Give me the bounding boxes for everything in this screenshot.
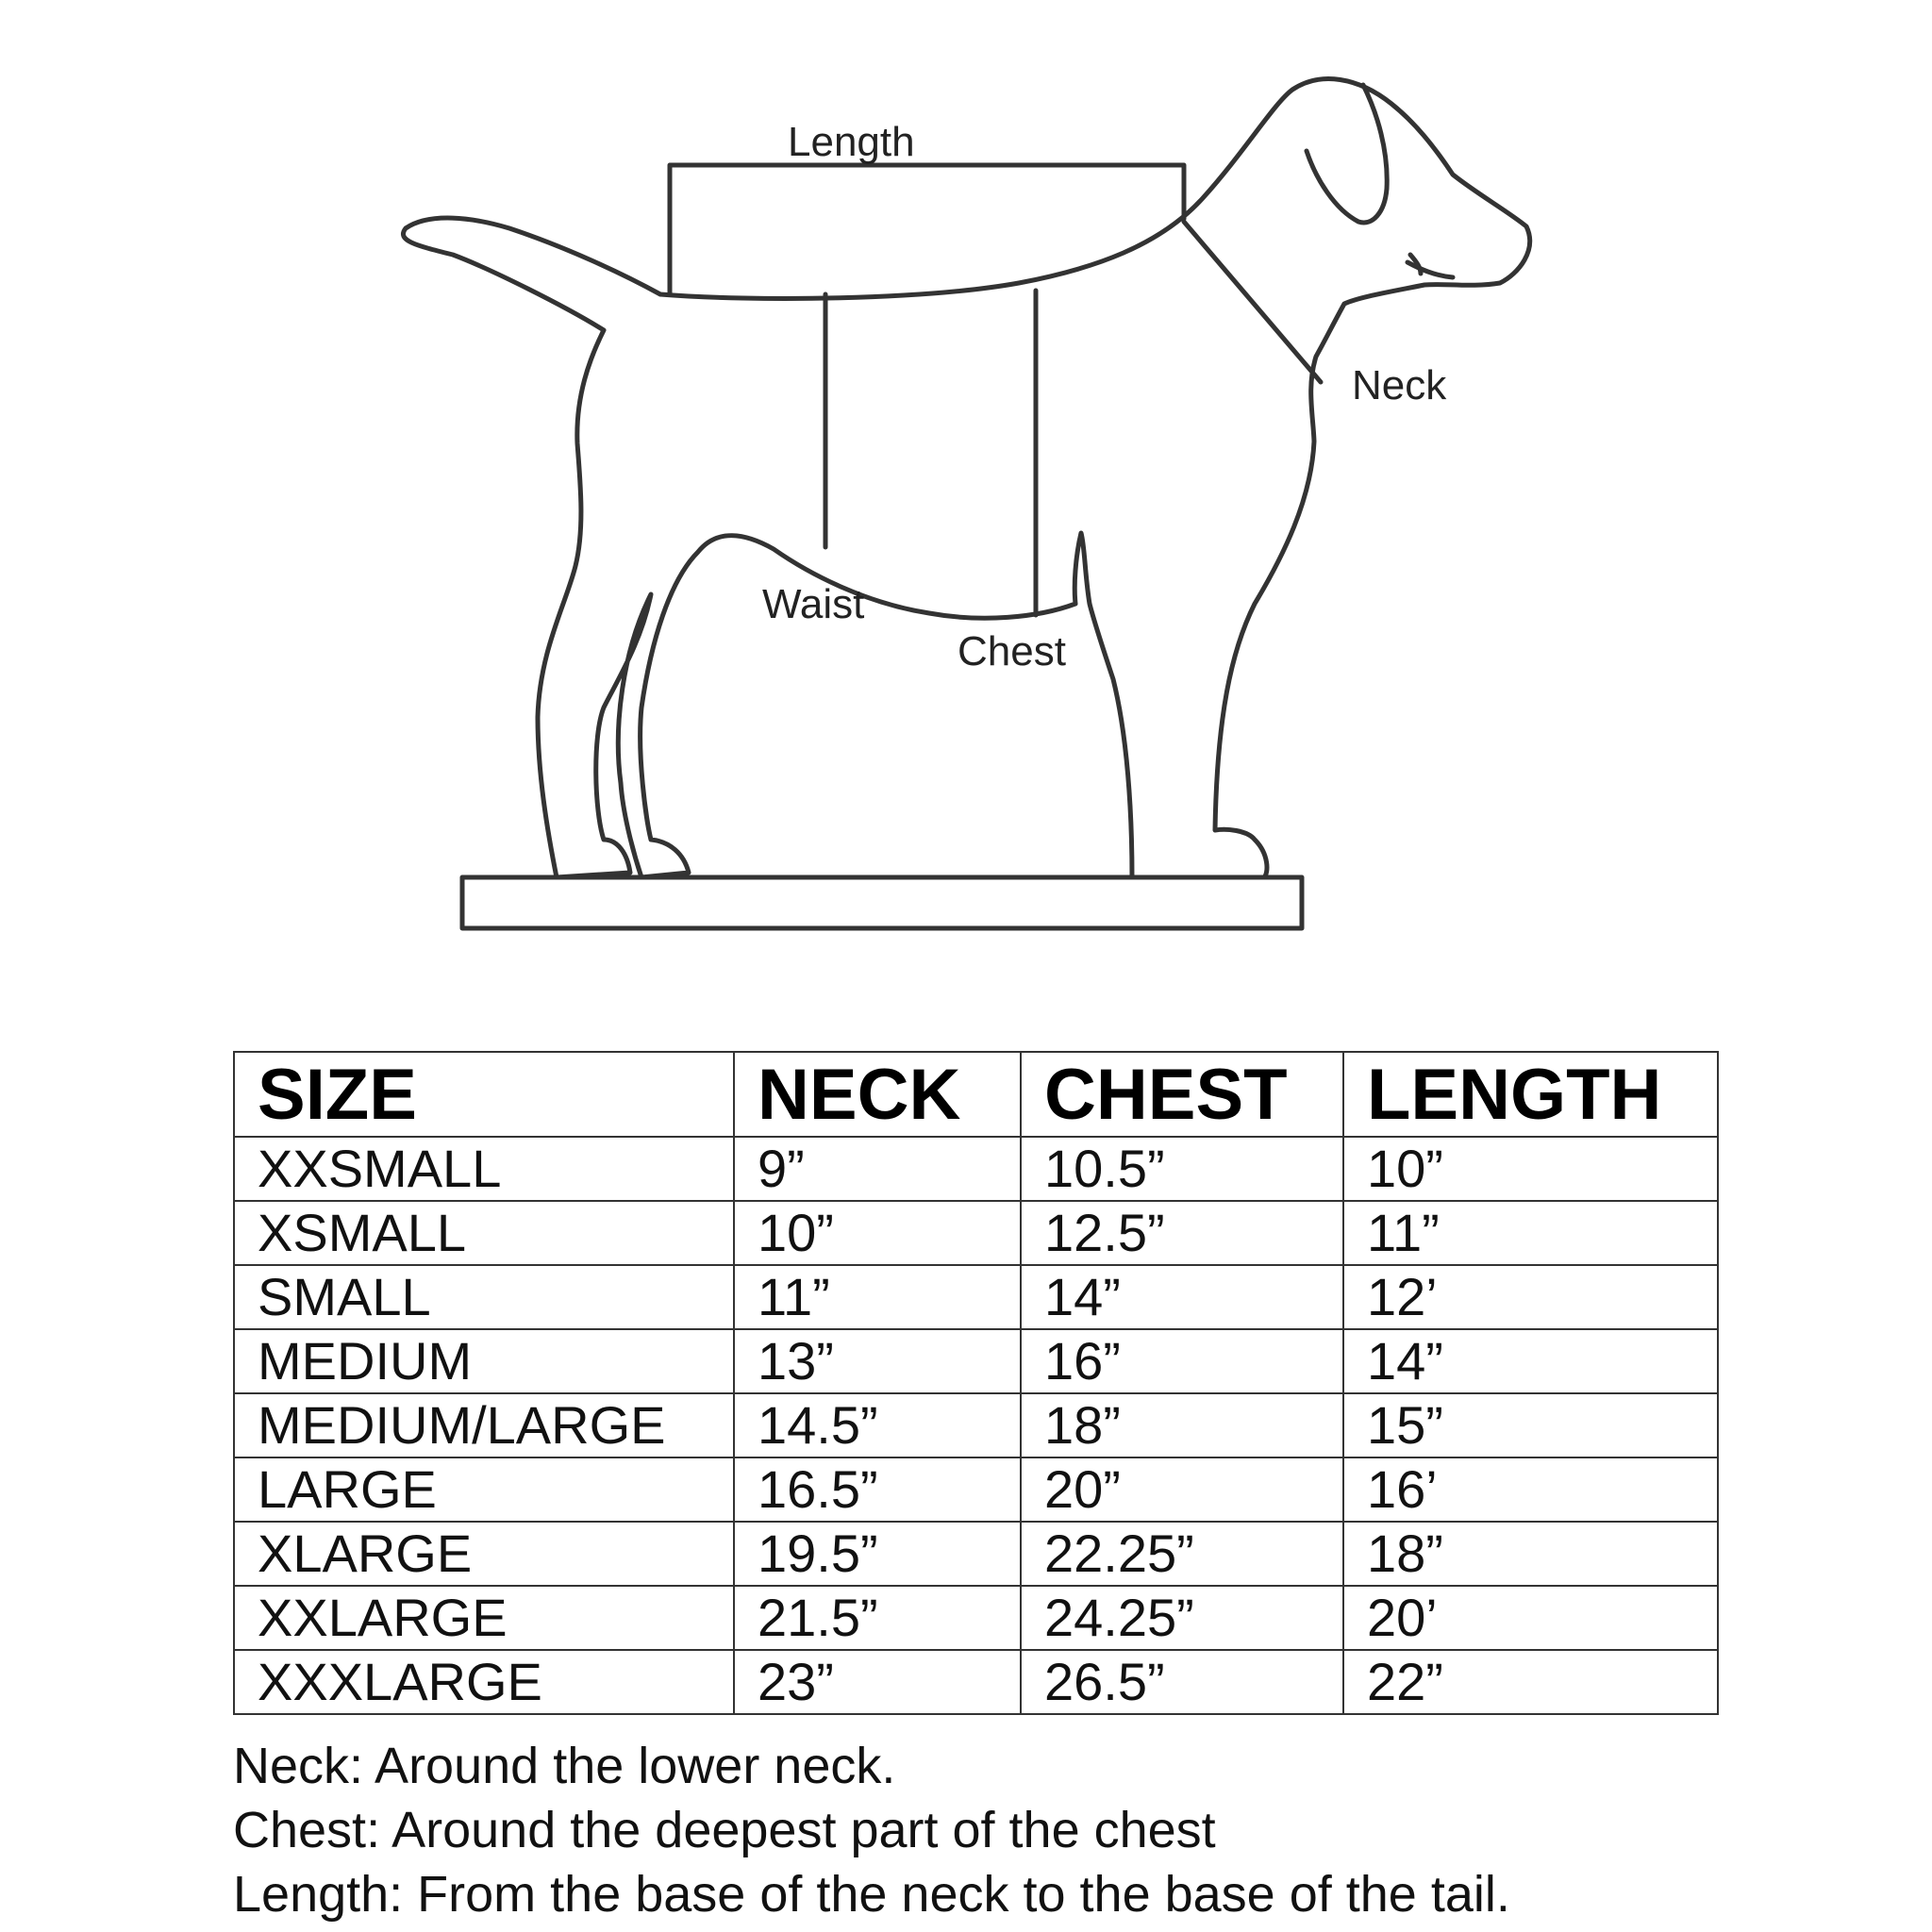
cell-chest: 20” [1021,1457,1343,1522]
cell-size: XXLARGE [234,1586,734,1650]
table-row [234,1201,1718,1265]
header-chest: CHEST [1021,1052,1343,1137]
cell-length: 16’ [1343,1457,1718,1522]
table-row [234,1265,1718,1329]
cell-chest: 12.5” [1021,1201,1343,1265]
table-row [234,1650,1718,1714]
cell-size: XXSMALL [234,1137,734,1201]
table-row [234,1586,1718,1650]
table-header-row [234,1052,1718,1137]
cell-size: MEDIUM/LARGE [234,1393,734,1457]
cell-chest: 26.5” [1021,1650,1343,1714]
cell-length: 22” [1343,1650,1718,1714]
cell-chest: 14” [1021,1265,1343,1329]
cell-length: 11” [1343,1201,1718,1265]
cell-length: 15” [1343,1393,1718,1457]
table-row [234,1137,1718,1201]
cell-length: 14” [1343,1329,1718,1393]
header-length: LENGTH [1343,1052,1718,1137]
cell-chest: 16” [1021,1329,1343,1393]
cell-neck: 21.5” [734,1586,1021,1650]
note-neck: Neck: Around the lower neck. [233,1738,896,1794]
cell-chest: 10.5” [1021,1137,1343,1201]
cell-neck: 19.5” [734,1522,1021,1586]
length-bracket [670,165,1184,294]
cell-size: XSMALL [234,1201,734,1265]
cell-length: 18” [1343,1522,1718,1586]
base-plank [462,877,1302,928]
dog-mouth [1407,262,1453,277]
neck-label: Neck [1352,362,1447,408]
cell-neck: 13” [734,1329,1021,1393]
header-neck: NECK [734,1052,1021,1137]
cell-neck: 16.5” [734,1457,1021,1522]
cell-neck: 11” [734,1265,1021,1329]
cell-chest: 18” [1021,1393,1343,1457]
note-chest: Chest: Around the deepest part of the chest [233,1802,1216,1858]
table-row [234,1457,1718,1522]
table-row [234,1393,1718,1457]
size-chart-table [233,1051,1719,1715]
cell-size: SMALL [234,1265,734,1329]
cell-length: 20’ [1343,1586,1718,1650]
cell-length: 12’ [1343,1265,1718,1329]
cell-neck: 14.5” [734,1393,1021,1457]
cell-size: LARGE [234,1457,734,1522]
cell-length: 10” [1343,1137,1718,1201]
dog-outline [403,79,1529,877]
waist-label: Waist [762,581,865,627]
table-row [234,1329,1718,1393]
table-row [234,1522,1718,1586]
cell-neck: 9” [734,1137,1021,1201]
cell-chest: 24.25” [1021,1586,1343,1650]
cell-chest: 22.25” [1021,1522,1343,1586]
cell-neck: 23” [734,1650,1021,1714]
cell-neck: 10” [734,1201,1021,1265]
measurement-notes [233,1734,1912,1926]
cell-size: XXXLARGE [234,1650,734,1714]
neck-line [1184,222,1321,382]
header-size: SIZE [234,1052,734,1137]
note-length: Length: From the base of the neck to the base of the tail. [233,1866,1510,1923]
length-label: Length [788,119,915,165]
cell-size: XLARGE [234,1522,734,1586]
chest-label: Chest [958,628,1066,675]
cell-size: MEDIUM [234,1329,734,1393]
dog-ear [1307,85,1387,223]
